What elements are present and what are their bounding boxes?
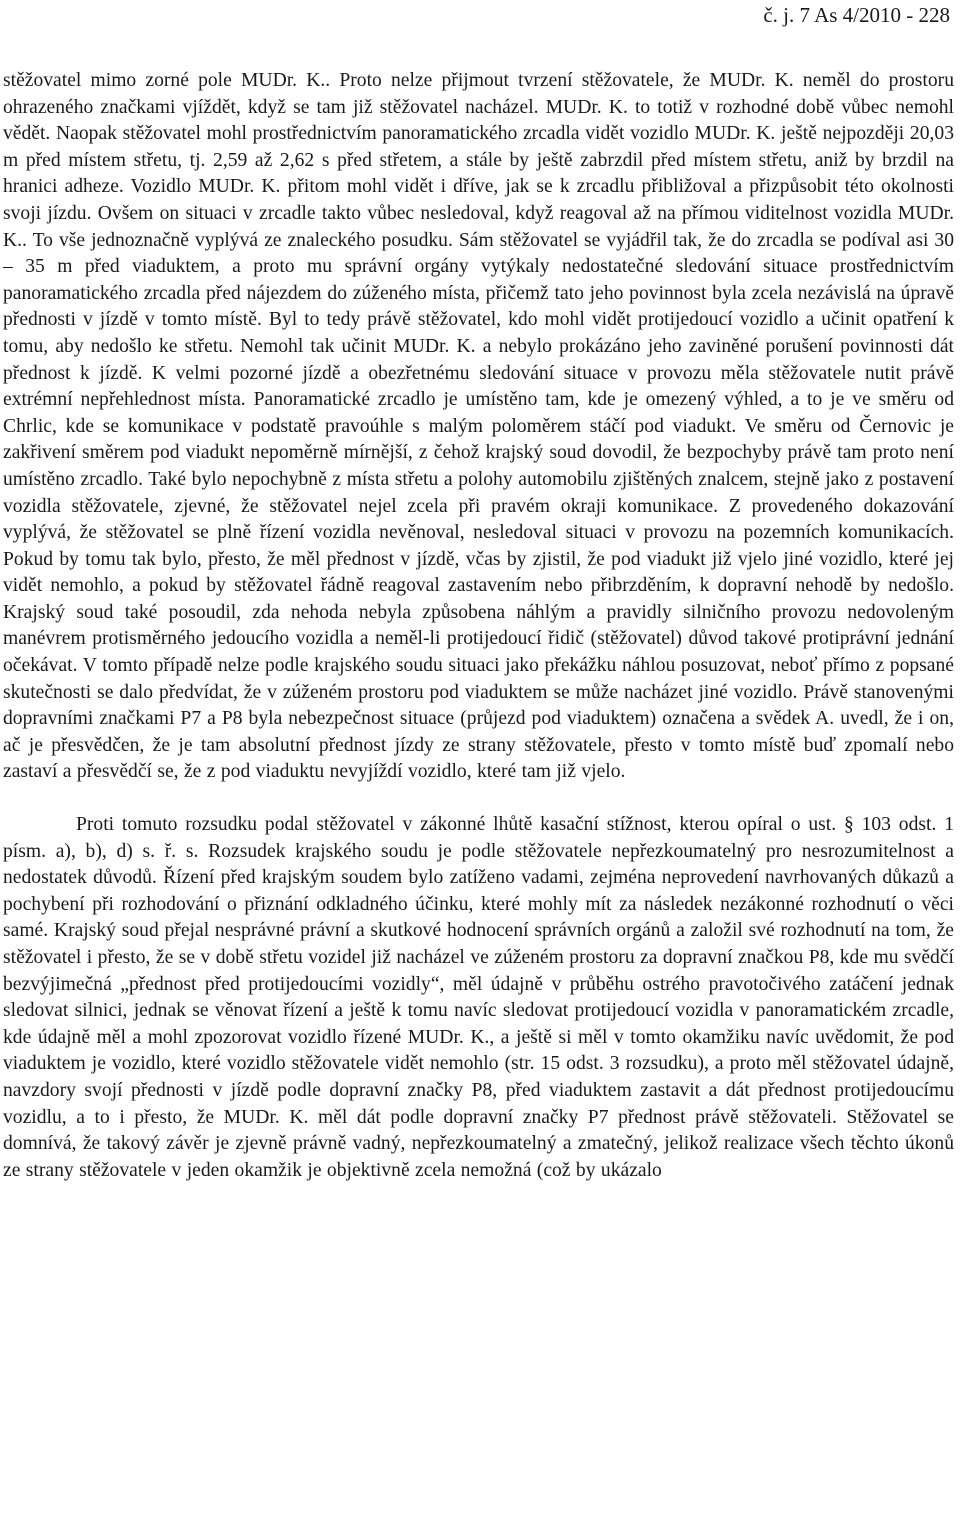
body-paragraph-2: Proti tomuto rozsudku podal stěžovatel v zákonné lhůtě kasační stížnost, kterou opíral o ust. § 103 odst. 1 písm. a), b), d) s. ř. s. Rozsudek krajského soudu je podle stěžovatele nepřezkoumatelný pro nesrozumitelnost a nedostatek důvodů. Řízení před krajským soudem bylo zatíženo vadami, zejména neprovedení navrhovaných důkazů a pochybení při rozhodování o přiznání odkladného účinku, které mohly mít za následek nezákonné rozhodnutí o věci samé. Krajský soud přejal nesprávné právní a skutkové hodnocení správních orgánů a založil své rozhodnutí na tom, že stěžovatel i přesto, že se v době střetu vozidel již nacházel ve zúženém prostoru za dopravní značkou P8, kde mu svědčí bezvýjimečná „přednost před protijedoucími vozidly“, měl údajně v průběhu ostrého pravotočivého zatáčení jednak sledovat silnici, jednak se věnovat řízení a ještě k tomu navíc sledovat protijedoucí vozidla v panoramatickém zrcadle, kde údajně měl a mohl zpozorovat vozidlo řízené MUDr. K., a ještě si měl v tomto okamžiku navíc uvědomit, že pod viaduktem je vozidlo, které vozidlo stěžovatele vidět nemohlo (str. 15 odst. 3 rozsudku), a proto měl stěžovatel údajně, navzdory svojí přednosti v jízdě podle dopravní značky P8, před viaduktem zastavit a dát přednost protijedoucímu vozidlu, a to i přesto, že MUDr. K. měl dát podle dopravní značky P7 přednost právě stěžovateli. Stěžovatel se domnívá, že takový závěr je zjevně právně vadný, nepřezkoumatelný a zmatečný, jelikož realizace všech těchto úkonů ze strany stěžovatele v jeden okamžik je objektivně zcela nemožná (což by ukázalo [3, 814, 954, 1181]
case-number-header: č. j. 7 As 4/2010 - 228 [763, 3, 950, 27]
body-paragraph-1: stěžovatel mimo zorné pole MUDr. K.. Proto nelze přijmout tvrzení stěžovatele, že MUDr. K. neměl do prostoru ohrazeného značkami vjíždět, když se tam již stěžovatel nacházel. MUDr. K. to totiž v rozhodné době vůbec nemohl vědět. Naopak stěžovatel mohl prostřednictvím panoramatického zrcadla vidět vozidlo MUDr. K. ještě nejpozději 20,03 m před místem střetu, tj. 2,59 až 2,62 s před střetem, a stále by ještě zabrzdil před místem střetu, aniž by brzdil na hranici adheze. Vozidlo MUDr. K. přitom mohl vidět i dříve, jak se k zrcadlu přibližoval a přizpůsobit této okolnosti svoji jízdu. Ovšem on situaci v zrcadle takto vůbec nesledoval, když reagoval až na přímou viditelnost vozidla MUDr. K.. To vše jednoznačně vyplývá ze znaleckého posudku. Sám stěžovatel se vyjádřil tak, že do zrcadla se podíval asi 30 – 35 m před viaduktem, a proto mu správní orgány vytýkaly nedostatečné sledování situace prostřednictvím panoramatického zrcadla před nájezdem do zúženého místa, přičemž tato jeho povinnost byla zcela nezávislá na úpravě přednosti v jízdě v tomto místě. Byl to tedy právě stěžovatel, kdo mohl vidět protijedoucí vozidlo a učinit opatření k tomu, aby nedošlo ke střetu. Nemohl tak učinit MUDr. K. a nebylo prokázáno jeho zaviněné porušení povinnosti dát přednost k jízdě. K velmi pozorné jízdě a obezřetnému sledování situace v provozu měla stěžovatele nutit právě extrémní nepřehlednost místa. Panoramatické zrcadlo je umístěno tam, kde je omezený výhled, a to je ve směru od Chrlic, kde se komunikace v podstatě pravoúhle s malým poloměrem stáčí pod viadukt. Ve směru od Černovic je zakřivení směrem pod viadukt nepoměrně mírnější, z čehož krajský soud dovodil, že bezpochyby právě tam proto není umístěno zrcadlo. Také bylo nepochybně z místa střetu a polohy automobilu zjištěných znalcem, stejně jako z postavení vozidla stěžovatele, zjevné, že stěžovatel nejel zcela při pravém okraji komunikace. Z provedeného dokazování vyplývá, že stěžovatel se plně řízení vozidla nevěnoval, nesledoval situaci v provozu na pozemních komunikacích. Pokud by tomu tak bylo, přesto, že měl přednost v jízdě, včas by zjistil, že pod viadukt již vjelo jiné vozidlo, které jej vidět nemohlo, a pokud by stěžovatel řádně reagoval zastavením nebo přibrzděním, k dopravní nehodě by nedošlo. Krajský soud také posoudil, zda nehoda nebyla způsobena náhlým a pravidly silničního provozu nedovoleným manévrem protisměrného jedoucího vozidla a neměl-li protijedoucí řidič (stěžovatel) důvod takové protiprávní jednání očekávat. V tomto případě nelze podle krajského soudu situaci jako překážku náhlou posuzovat, neboť přímo z popsané skutečnosti se dalo předvídat, že v zúženém prostoru pod viaduktem se může nacházet jiné vozidlo. Právě stanovenými dopravními značkami P7 a P8 byla nebezpečnost situace (průjezd pod viaduktem) označena a svědek A. uvedl, že i on, ač je přesvědčen, že je tam absolutní přednost jízdy ze strany stěžovatele, přesto v tomto místě buď zpomalí nebo zastaví a přesvědčí se, že z pod viaduktu nevyjíždí vozidlo, které tam již vjelo. [3, 70, 954, 783]
document-body [3, 68, 954, 1184]
